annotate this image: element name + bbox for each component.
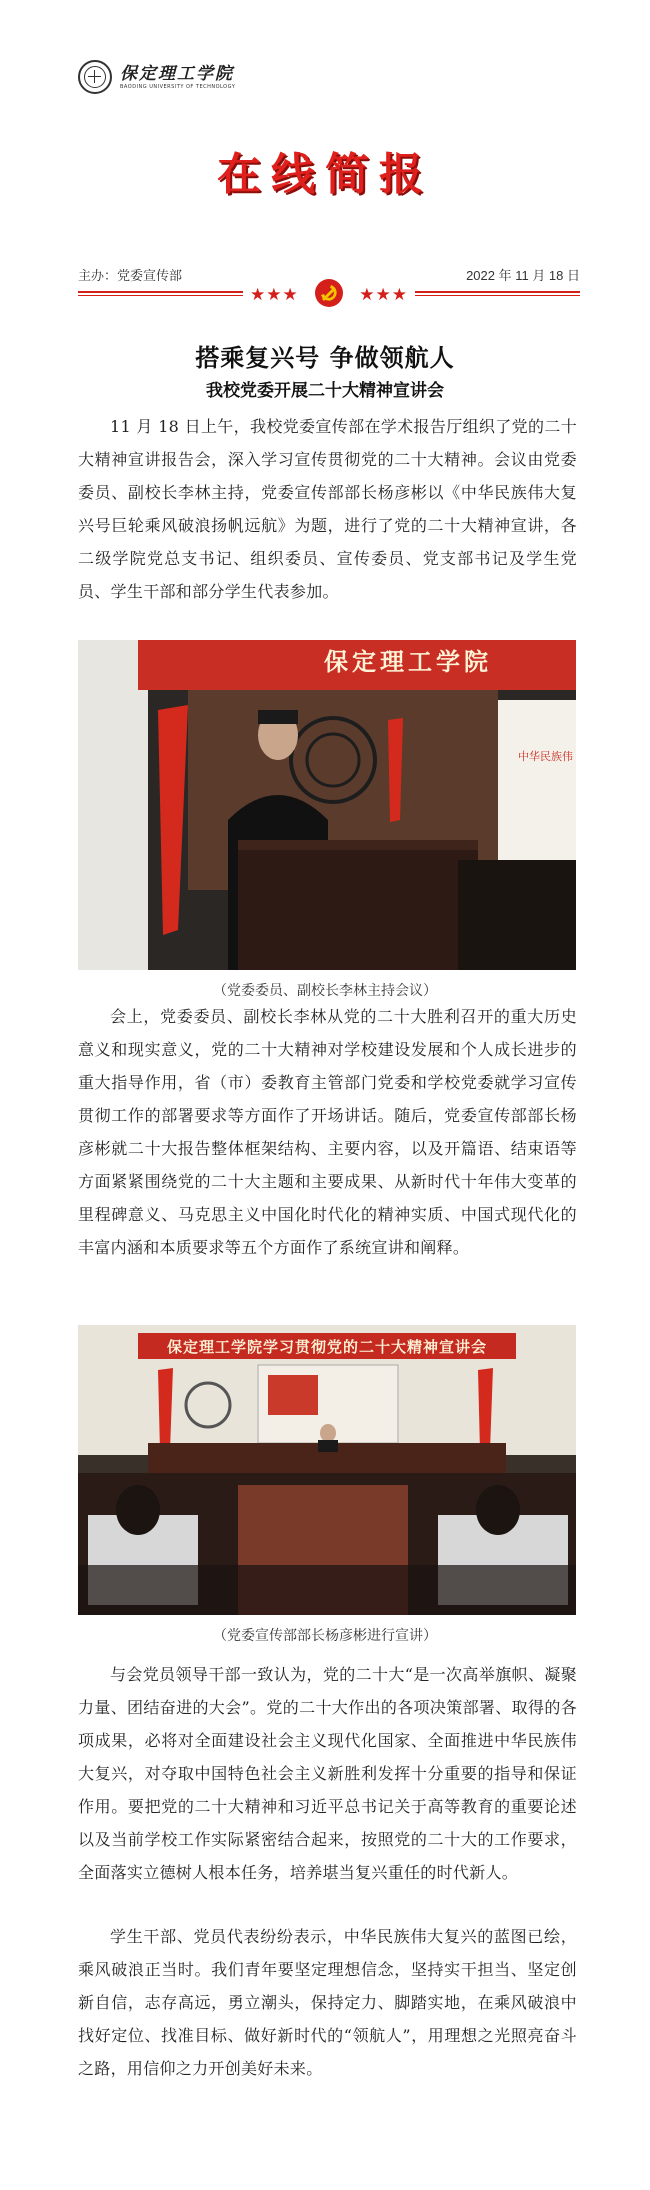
divider-rule-left [78,291,243,299]
issue-date: 2022 年 11 月 18 日 [466,268,580,283]
paragraph-4: 学生干部、党员代表纷纷表示，中华民族伟大复兴的蓝图已绘，乘风破浪正当时。我们青年要坚定理想信念，坚持实干担当、坚定创新自信，志存高远，勇立潮头，保持定力、脚踏实地，在乘风破浪中找好定位、找准目标、做好新时代的“领航人”，用理想之光照亮奋斗之路，用信仰之力开创美好未来。 [78,1927,577,2078]
paragraph-2: 会上，党委委员、副校长李林从党的二十大胜利召开的重大历史意义和现实意义，党的二十大精神对学校建设发展和个人成长进步的重大指导作用，省（市）委教育主管部门党委和学校党委就学习宣传贯彻工作的部署要求等方面作了开场讲话。随后，党委宣传部部长杨彦彬就二十大报告整体框架结构、主要内容，以及开篇语、结束语等方面紧紧围绕党的二十大主题和主要成果、从新时代十年伟大变革的里程碑意义、马克思主义中国化时代化的精神实质、中国式现代化的丰富内涵和本质要求等五个方面作了系统宣讲和阐释。 [78,1007,577,1257]
divider-rule-right [415,291,580,299]
stars-right-icon: ★★★ [359,285,408,305]
photo1-banner-text: 保定理工学院 [324,648,492,676]
photo-host-presiding [78,640,576,970]
article-title: 搭乘复兴号 争做领航人 [195,343,455,372]
article-subtitle: 我校党委开展二十大精神宣讲会 [206,381,444,401]
header-divider [78,282,580,308]
photo1-slide-text: 中华民族伟 [518,750,573,763]
stars-left-icon: ★★★ [250,285,299,305]
photo1-caption: （党委委员、副校长李林主持会议） [213,983,437,999]
school-seal-icon [78,60,112,94]
paragraph-1: 11 月 18 日上午，我校党委宣传部在学术报告厅组织了党的二十大精神宣讲报告会，深入学习宣传贯彻党的二十大精神。会议由党委委员、副校长李林主持，党委宣传部部长杨彦彬以《中华民族伟大复兴号巨轮乘风破浪扬帆远航》为题，进行了党的二十大精神宣讲，各二级学院党总支书记、组织委员、宣传委员、党支部书记及学生党员、学生干部和部分学生代表参加。 [78,417,577,601]
school-logo [78,60,235,94]
photo-lecture-hall [78,1325,576,1615]
school-name-en: BAODING UNIVERSITY OF TECHNOLOGY [120,84,236,90]
photo-lecture-hall-image [78,1325,576,1615]
school-name-cn: 保定理工学院 [120,64,234,84]
photo2-banner-text: 保定理工学院学习贯彻党的二十大精神宣讲会 [166,1338,488,1356]
masthead-title: 在线简报 [217,149,433,200]
organizer-label: 主办：党委宣传部 [78,268,183,283]
paragraph-3: 与会党员领导干部一致认为，党的二十大“是一次高举旗帜、凝聚力量、团结奋进的大会”。党的二十大作出的各项决策部署、取得的各项成果，必将对全面建设社会主义现代化国家、全面推进中华民族伟大复兴，对夺取中国特色社会主义新胜利发挥十分重要的指导和保证作用。要把党的二十大精神和习近平总书记关于高等教育的重要论述以及当前学校工作实际紧密结合起来，按照党的二十大的工作要求，全面落实立德树人根本任务，培养堪当复兴重任的时代新人。 [78,1665,577,1882]
party-emblem-icon [314,278,344,308]
photo2-caption: （党委宣传部部长杨彦彬进行宣讲） [213,1628,437,1644]
photo-host-presiding-image [78,640,576,970]
